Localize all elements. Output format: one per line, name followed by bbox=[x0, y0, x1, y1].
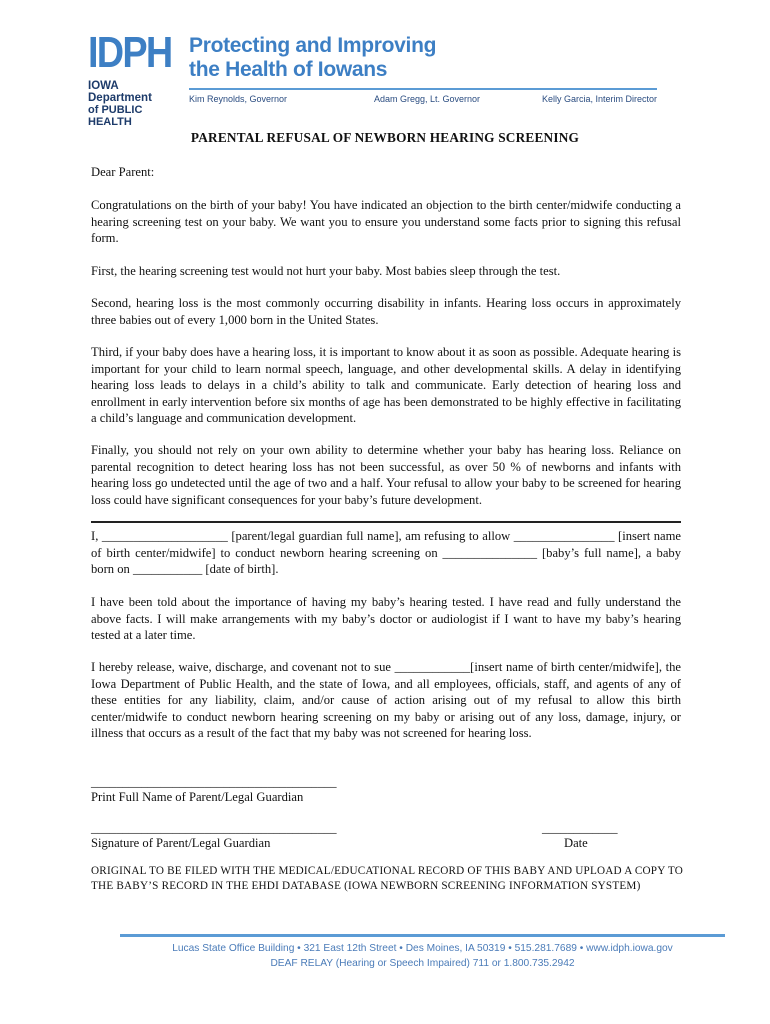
footer-address: Lucas State Office Building • 321 East 12th Street • Des Moines, IA 50319 • 515.281.7689 • www.idph.iowa.gov bbox=[172, 943, 673, 954]
footer bbox=[120, 941, 725, 971]
paragraph-first: First, the hearing screening test would not hurt your baby. Most babies sleep through the test. bbox=[91, 264, 561, 278]
acknowledgement-paragraph: I have been told about the importance of having my baby’s hearing tested. I have read and fully understand the above facts. I will make arrangements with my baby’s doctor or audiologist if I want to have my baby’s hearing tested at a later time. bbox=[91, 595, 681, 642]
date-label: Date bbox=[564, 836, 588, 850]
section-divider bbox=[91, 521, 681, 523]
signature-label: Signature of Parent/Legal Guardian bbox=[91, 836, 271, 850]
logo-line-1: IOWA Department bbox=[88, 80, 152, 104]
signature-line[interactable]: _______________________________________ bbox=[91, 821, 337, 835]
paragraph-intro: Congratulations on the birth of your baby! You have indicated an objection to the birth center/midwife conducting a hearing screening test on your baby. We want you to ensure you understand some facts prior to signing this refusal form. bbox=[91, 198, 681, 245]
salutation: Dear Parent: bbox=[91, 165, 155, 179]
print-name-line[interactable]: _______________________________________ bbox=[91, 775, 337, 789]
paragraph-third: Third, if your baby does have a hearing loss, it is important to know about it as soon as possible. Adequate hearing is important for your child to learn normal speech, language, and other developmental skills. A delay in identifying hearing loss leads to delays in a child’s ability to talk and communicate. Early detection of hearing loss and enrollment in early intervention before six months of age has been demonstrated to be highly effective in facilitating a child’s language and communication development. bbox=[91, 345, 681, 425]
print-name-label: Print Full Name of Parent/Legal Guardian bbox=[91, 790, 304, 804]
governor: Kim Reynolds, Governor bbox=[189, 94, 288, 104]
director: Kelly Garcia, Interim Director bbox=[541, 94, 657, 104]
release-paragraph: I hereby release, waive, discharge, and covenant not to sue ____________[insert name of birth center/midwife], the Iowa Department of Public Health, and the state of Iowa, and all employees, officials, staff, and agents of any of these entities for any liability, claim, and/or cause of action arising out of my refusal to allow this birth center/midwife to conduct newborn hearing screening on my baby or arising out of any loss, damage, injury, or illness that occurs as a result of the fact that my baby was not screened for hearing loss. bbox=[91, 660, 681, 740]
tagline-line-1: Protecting and Improving bbox=[189, 34, 437, 57]
refusal-statement: I, ____________________ [parent/legal guardian full name], am refusing to allow ________________ [insert name of birth center/midwife] to conduct newborn hearing screening on _______________ [baby’s full name], a baby born on ___________ [date of birth]. bbox=[91, 529, 681, 576]
letterhead bbox=[88, 28, 658, 128]
filing-instructions: ORIGINAL TO BE FILED WITH THE MEDICAL/EDUCATIONAL RECORD OF THIS BABY AND UPLOAD A COPY TO THE BABY’S RECORD IN THE EHDI DATABASE (IOWA NEWBORN SCREENING INFORMATION SYSTEM) bbox=[91, 865, 683, 892]
officials-row bbox=[189, 94, 657, 108]
tagline-line-2: the Health of Iowans bbox=[189, 58, 388, 81]
footer-relay: DEAF RELAY (Hearing or Speech Impaired) 711 or 1.800.735.2942 bbox=[270, 958, 575, 969]
footer-divider bbox=[120, 934, 725, 937]
document-title: PARENTAL REFUSAL OF NEWBORN HEARING SCREENING bbox=[190, 130, 580, 145]
logo-line-2: of PUBLIC HEALTH bbox=[88, 104, 143, 128]
logo-wordmark: IDPH bbox=[88, 28, 172, 77]
header-divider bbox=[189, 88, 657, 90]
idph-logo bbox=[88, 28, 180, 128]
logo-subtitle bbox=[88, 80, 180, 128]
tagline bbox=[189, 34, 436, 82]
paragraph-finally: Finally, you should not rely on your own ability to determine whether your baby has hearing loss. Reliance on parental recognition to detect hearing loss has not been successful, as over 50 % of newborns and infants with hearing loss go undetected until the age of two and a half. Your refusal to allow your baby to be screened for hearing loss could have significant consequences for your baby’s future development. bbox=[91, 443, 681, 507]
lt-governor: Adam Gregg, Lt. Governor bbox=[374, 94, 481, 104]
date-line[interactable]: ____________ bbox=[542, 821, 618, 835]
paragraph-second: Second, hearing loss is the most commonly occurring disability in infants. Hearing loss occurs in approximately three babies out of every 1,000 born in the United States. bbox=[91, 296, 681, 327]
